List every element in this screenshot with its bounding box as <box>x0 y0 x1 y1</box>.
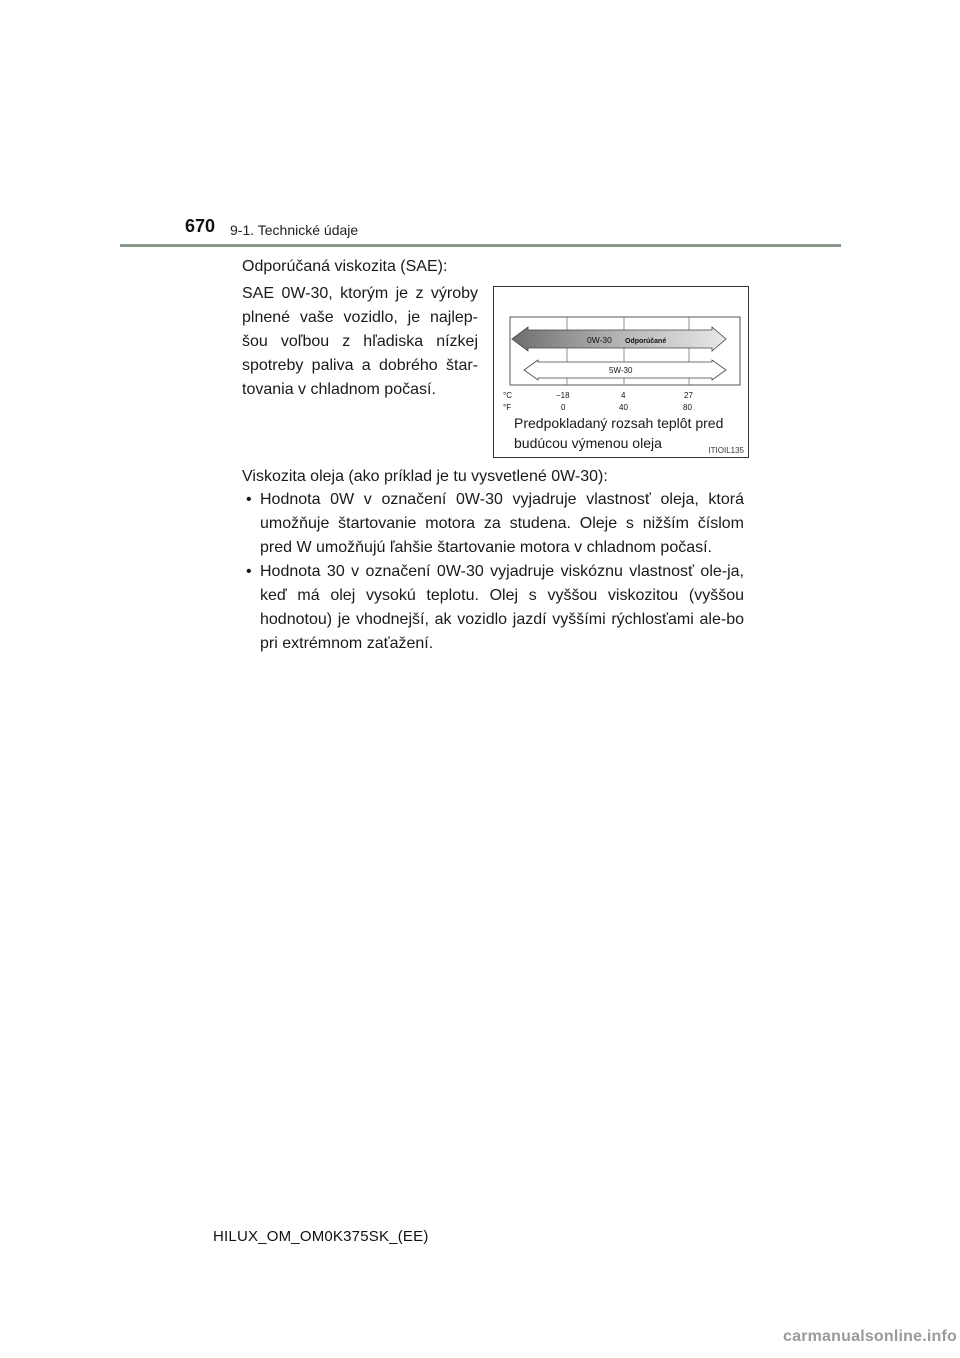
tick-f-2: 40 <box>619 403 628 412</box>
footer-doc-id: HILUX_OM_OM0K375SK_(EE) <box>213 1228 429 1245</box>
arrow-0w30-note: Odporúčané <box>625 338 667 345</box>
tick-c-1: −18 <box>556 391 570 400</box>
unit-fahrenheit: °F <box>503 403 512 412</box>
bullet-mark: • <box>246 491 252 508</box>
header-rule <box>120 244 841 247</box>
tick-c-2: 4 <box>621 391 626 400</box>
arrow-0w30 <box>512 327 726 351</box>
viscosity-example-heading: Viskozita oleja (ako príklad je tu vysvetlené 0W-30): <box>242 468 608 485</box>
intro-paragraph: SAE 0W-30, ktorým je z výroby plnené vaše vozidlo, je najlep-šou voľbou z hľadiska nízkej spotreby paliva a dobrého štar-tovania v chladnom počasí. <box>242 285 478 398</box>
page-number: 670 <box>185 216 216 236</box>
viscosity-figure <box>493 286 749 458</box>
tick-f-3: 80 <box>683 403 692 412</box>
figure-caption: Predpokladaný rozsah teplôt pred budúcou výmenou oleja <box>514 415 724 451</box>
tick-f-1: 0 <box>561 403 566 412</box>
list-item <box>242 560 744 656</box>
arrow-5w30-grade: 5W-30 <box>609 366 633 375</box>
bullet-mark: • <box>246 563 252 580</box>
viscosity-bullet-list <box>242 488 744 656</box>
tick-c-3: 27 <box>684 391 693 400</box>
section-title: 9-1. Technické údaje <box>230 222 359 238</box>
list-item <box>242 488 744 560</box>
watermark: carmanualsonline.info <box>783 1328 958 1345</box>
arrow-0w30-grade: 0W-30 <box>587 335 612 345</box>
bullet-text: Hodnota 0W v označení 0W-30 vyjadruje vlastnosť oleja, ktorá umožňuje štartovanie motora za studena. Oleje s nižším číslom pred W umožňujú ľahšie štartovanie motora v chladnom počasí. <box>260 491 744 556</box>
bullet-text: Hodnota 30 v označení 0W-30 vyjadruje viskóznu vlastnosť ole-ja, keď má olej vysokú teplotu. Olej s vyššou viskozitou (vyššou hodnotou) je vhodnejší, ak vozidlo jazdí vyššími rýchlosťami ale-bo pri extrémnom zaťažení. <box>260 563 744 652</box>
recommended-viscosity-heading: Odporúčaná viskozita (SAE): <box>242 258 448 275</box>
figure-code: ITIOIL135 <box>708 446 744 455</box>
unit-celsius: °C <box>503 391 512 400</box>
